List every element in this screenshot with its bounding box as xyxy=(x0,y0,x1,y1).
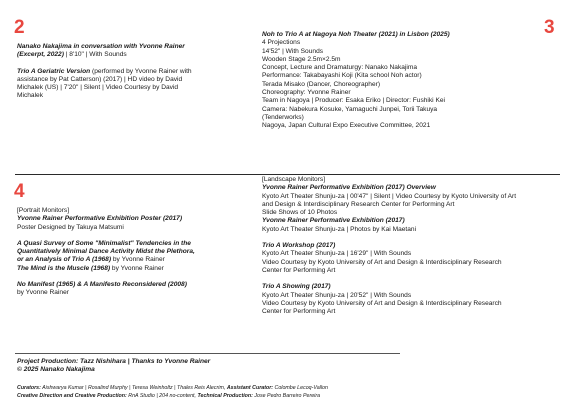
showing-line: Center for Performing Art xyxy=(262,308,336,316)
geriatric-line2: assistance by Pat Catterson) (2017) | HD video by David xyxy=(17,75,183,83)
section-divider xyxy=(15,174,560,175)
showing-line: Video Courtesy by Kyoto University of Art and Design & Interdisciplinary Research xyxy=(262,299,502,307)
showing-title: Trio A Showing (2017) xyxy=(262,283,331,291)
noh-line: Terada Misako (Dancer, Choreographer) xyxy=(262,80,381,88)
poster-meta: Poster Designed by Takuya Matsumi xyxy=(17,223,124,231)
copyright: © 2025 Nanako Nakajima xyxy=(17,366,95,374)
noh-line: (Tenderworks) xyxy=(262,113,304,121)
curators-line: Curators: Aishwarya Kumar | Rosalind Murphy | Teresa Weinholtz | Thales Reis Alecrim, Assistant Curator: Colombe Lecoq-Vallon xyxy=(17,385,328,391)
workshop-line: Center for Performing Art xyxy=(262,266,336,274)
mind-title: The Mind is the Muscle (1968) by Yvonne Rainer xyxy=(17,264,164,272)
conversation-title-line2: (Excerpt, 2022) | 8'10" | With Sounds xyxy=(17,51,127,59)
section-number-2: 2 xyxy=(14,17,25,38)
geriatric-line3: Michalek (US) | 7'20" | Silent | Video Courtesy by David xyxy=(17,84,179,92)
noh-line: 14'52" | With Sounds xyxy=(262,47,324,55)
manifesto-by: by Yvonne Rainer xyxy=(17,289,69,297)
exhibition-line: Kyoto Art Theater Shunju-za | Photos by Kai Maetani xyxy=(262,225,417,233)
survey-title-line2: Quantitatively Minimal Dance Activity Midst the Plethora, xyxy=(17,248,195,256)
section-number-3: 3 xyxy=(544,17,555,38)
noh-line: Concept, Lecture and Dramaturgy: Nanako Nakajima xyxy=(262,64,418,72)
credits xyxy=(17,384,562,400)
portrait-monitors-label: [Portrait Monitors] xyxy=(17,207,70,214)
noh-line: Choreography: Yvonne Rainer xyxy=(262,89,351,97)
noh-line: Performance: Takabayashi Koji (Kita school Noh actor) xyxy=(262,72,422,80)
section-4-block xyxy=(17,207,252,298)
noh-line: 4 Projections xyxy=(262,39,301,47)
survey-title-line1: A Quasi Survey of Some "Minimalist" Tendencies in the xyxy=(17,239,191,247)
overview-line: and Design & Interdisciplinary Research Center for Performing Art xyxy=(262,200,455,208)
survey-title-line3: or an Analysis of Trio A (1968) by Yvonne Rainer xyxy=(17,256,165,264)
landscape-monitors-label: [Landscape Monitors] xyxy=(262,176,326,183)
manifesto-title: No Manifest (1965) & A Manifesto Reconsidered (2008) xyxy=(17,281,187,289)
overview-title: Yvonne Rainer Performative Exhibition (2017) Overview xyxy=(262,184,436,192)
noh-line: Nagoya, Japan Cultural Expo Executive Committee, 2021 xyxy=(262,122,431,130)
showing-line: Kyoto Art Theater Shunju-za | 20'52" | With Sounds xyxy=(262,291,412,299)
section-number-4: 4 xyxy=(14,181,25,202)
workshop-line: Kyoto Art Theater Shunju-za | 16'29" | With Sounds xyxy=(262,250,412,258)
exhibition-title: Yvonne Rainer Performative Exhibition (2017) xyxy=(262,217,405,225)
production-credit: Project Production: Tazz Nishihara | Thanks to Yvonne Rainer xyxy=(17,358,211,365)
footer xyxy=(17,358,562,375)
section-2-block xyxy=(17,43,252,101)
conversation-title-line1: Nanako Nakajima in conversation with Yvonne Rainer xyxy=(17,43,185,50)
noh-line: Team in Nagoya | Producer: Esaka Eriko | Director: Fushiki Kei xyxy=(262,97,445,105)
landscape-block xyxy=(262,176,552,316)
overview-line: Kyoto Art Theater Shunju-za | 00'47" | Silent | Video Courtesy by Kyoto University of Art xyxy=(262,192,517,200)
creative-line: Creative Direction and Creative Production: RnA Studio | 204 no-content, Technical Production: Jose Pedro Barreiro Pereira xyxy=(17,393,321,399)
footer-divider xyxy=(15,353,400,354)
noh-line: Wooden Stage 2.5m×2.5m xyxy=(262,55,341,63)
poster-title: Yvonne Rainer Performative Exhibition Poster (2017) xyxy=(17,215,183,223)
geriatric-line1: Trio A Geriatric Version (performed by Yvonne Rainer with xyxy=(17,67,192,75)
geriatric-line4: Michalek xyxy=(17,92,44,100)
noh-line: Camera: Nabekura Kosuke, Yamaguchi Junpei, Torii Takuya xyxy=(262,105,438,113)
noh-title: Noh to Trio A at Nagoya Noh Theater (2021) in Lisbon (2025) xyxy=(262,31,450,38)
overview-line: Slide Shows of 10 Photos xyxy=(262,209,338,217)
workshop-title: Trio A Workshop (2017) xyxy=(262,242,336,250)
section-3-block xyxy=(262,31,542,131)
workshop-line: Video Courtesy by Kyoto University of Art and Design & Interdisciplinary Research xyxy=(262,258,502,266)
